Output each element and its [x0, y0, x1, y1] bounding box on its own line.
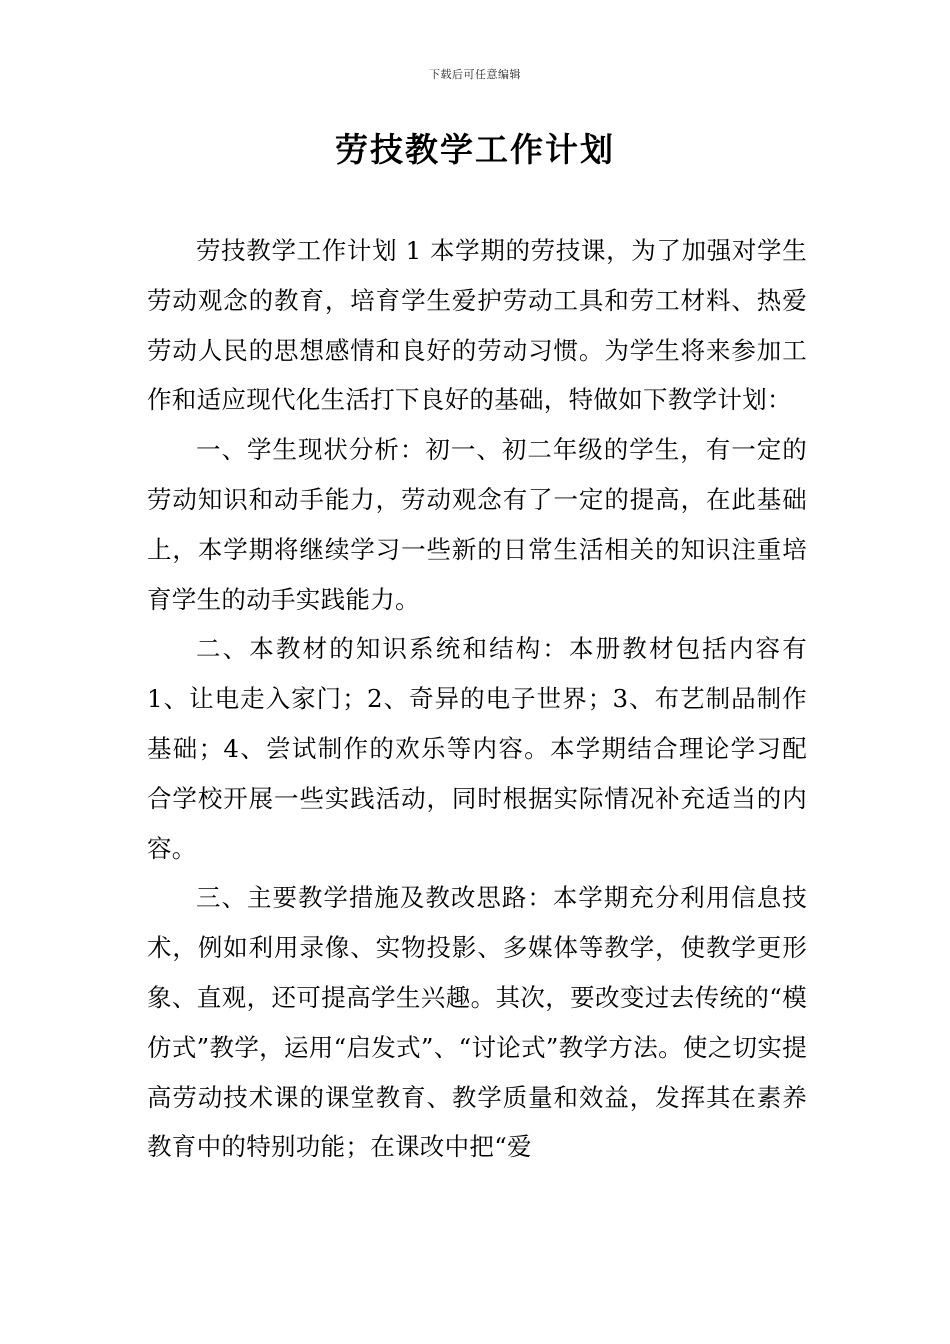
paragraph-teaching-measures: 三、主要教学措施及教改思路：本学期充分利用信息技术，例如利用录像、实物投影、多媒体等教学，使教学更形象、直观，还可提高学生兴趣。其次，要改变过去传统的“模仿式”教学，运用“启发式”、“讨论式”教学方法。使之切实提高劳动技术课的课堂教育、教学质量和效益，发挥其在素养教育中的特别功能；在课改中把“爱: [147, 883, 807, 1162]
paragraph-textbook-structure: 二、本教材的知识系统和结构：本册教材包括内容有 1、让电走入家门；2、奇异的电子世界；3、布艺制品制作基础；4、尝试制作的欢乐等内容。本学期结合理论学习配合学校开展一些实践活动，同时根据实际情况补充适当的内容。: [147, 634, 807, 863]
document-title: 劳技教学工作计划: [335, 130, 615, 169]
paragraph-intro: 劳技教学工作计划 1 本学期的劳技课，为了加强对学生劳动观念的教育，培育学生爱护劳动工具和劳工材料、热爱劳动人民的思想感情和良好的劳动习惯。为学生将来参加工作和适应现代化生活打下良好的基础，特做如下教学计划：: [147, 236, 807, 415]
header-note: 下载后可任意编辑: [429, 68, 521, 81]
paragraph-student-analysis: 一、学生现状分析：初一、初二年级的学生，有一定的劳动知识和动手能力，劳动观念有了一定的提高，在此基础上，本学期将继续学习一些新的日常生活相关的知识注重培育学生的动手实践能力。: [147, 435, 807, 614]
document-body: [147, 226, 807, 1172]
